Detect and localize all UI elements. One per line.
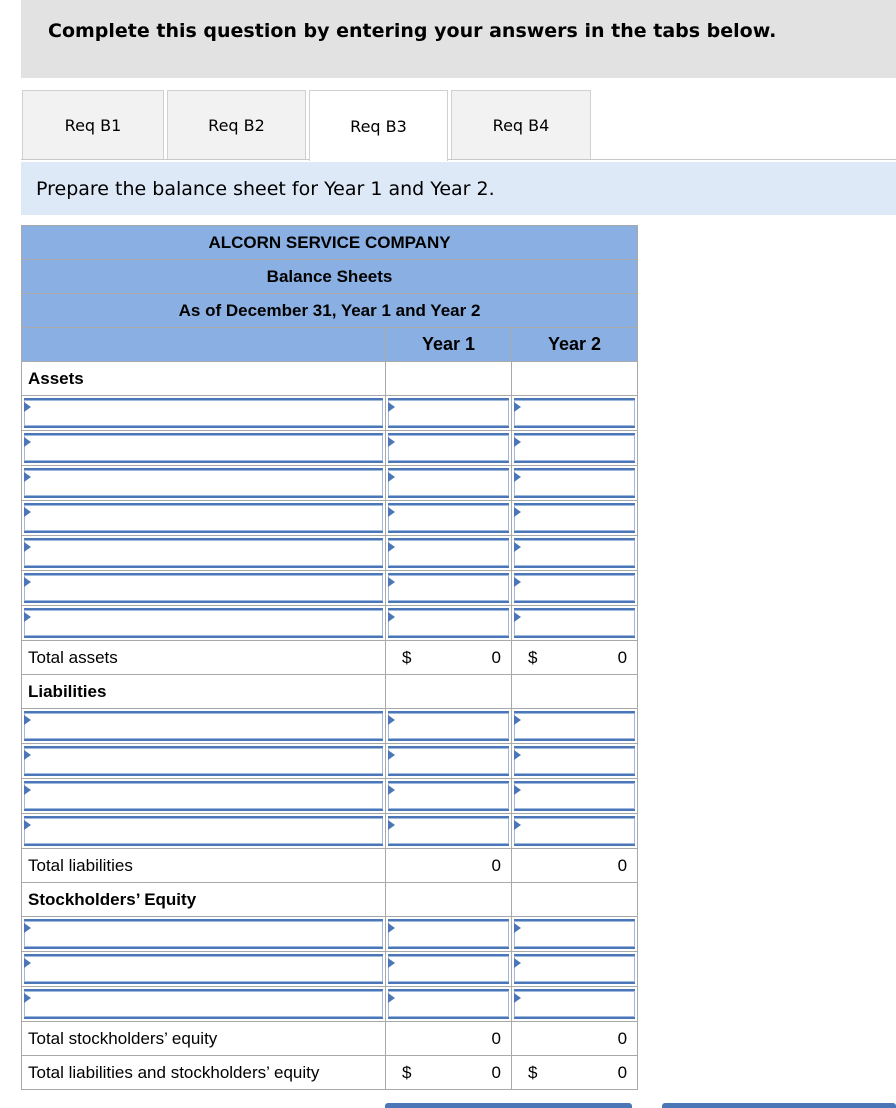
- equity-row: [22, 952, 638, 987]
- equity-name-input[interactable]: [22, 952, 386, 987]
- dropdown-arrow-icon: [514, 577, 521, 587]
- equity-heading: Stockholders’ Equity: [22, 883, 386, 917]
- asset-year2-input[interactable]: [512, 396, 638, 431]
- col-year2-header: Year 2: [512, 328, 638, 362]
- total-assets-year2: [512, 641, 638, 675]
- liability-year1-input[interactable]: [386, 814, 512, 849]
- asset-name-input[interactable]: [22, 501, 386, 536]
- total-le-year1-value: 0: [491, 1063, 501, 1082]
- asset-row: [22, 431, 638, 466]
- company-name: ALCORN SERVICE COMPANY: [22, 226, 638, 260]
- asset-row: [22, 536, 638, 571]
- total-liabilities-year2-value: 0: [617, 856, 628, 875]
- dropdown-arrow-icon[interactable]: [24, 612, 31, 622]
- liability-name-input[interactable]: [22, 709, 386, 744]
- dropdown-arrow-icon[interactable]: [24, 958, 31, 968]
- total-equity-year1-value: 0: [491, 1029, 501, 1048]
- total-liabilities-year2: [512, 849, 638, 883]
- next-button[interactable]: [662, 1103, 896, 1108]
- liability-row: [22, 744, 638, 779]
- col-year1-header: Year 1: [386, 328, 512, 362]
- asset-year2-input[interactable]: [512, 501, 638, 536]
- equity-name-input[interactable]: [22, 987, 386, 1022]
- asset-row: [22, 396, 638, 431]
- dropdown-arrow-icon: [388, 577, 395, 587]
- tab-req-b4[interactable]: Req B4: [451, 90, 591, 159]
- liability-year2-input[interactable]: [512, 814, 638, 849]
- liability-row: [22, 779, 638, 814]
- total-liabilities-year1: [386, 849, 512, 883]
- instruction-text: Prepare the balance sheet for Year 1 and Year 2.: [21, 162, 896, 215]
- liability-year2-input[interactable]: [512, 744, 638, 779]
- dropdown-arrow-icon[interactable]: [24, 750, 31, 760]
- liability-year1-input[interactable]: [386, 709, 512, 744]
- tab-divider: [21, 159, 896, 160]
- dropdown-arrow-icon: [514, 750, 521, 760]
- currency-symbol: $: [528, 1063, 538, 1082]
- liability-name-input[interactable]: [22, 744, 386, 779]
- currency-symbol: $: [528, 648, 538, 667]
- dropdown-arrow-icon: [514, 507, 521, 517]
- dropdown-arrow-icon: [514, 437, 521, 447]
- dropdown-arrow-icon: [388, 715, 395, 725]
- dropdown-arrow-icon[interactable]: [24, 993, 31, 1003]
- asset-name-input[interactable]: [22, 606, 386, 641]
- equity-year2-input[interactable]: [512, 917, 638, 952]
- dropdown-arrow-icon[interactable]: [24, 715, 31, 725]
- asset-year1-input[interactable]: [386, 466, 512, 501]
- dropdown-arrow-icon: [514, 958, 521, 968]
- dropdown-arrow-icon[interactable]: [24, 472, 31, 482]
- asset-year1-input[interactable]: [386, 501, 512, 536]
- dropdown-arrow-icon: [514, 542, 521, 552]
- dropdown-arrow-icon[interactable]: [24, 577, 31, 587]
- header-blank: [22, 328, 386, 362]
- total-le-year2: [512, 1056, 638, 1090]
- currency-symbol: $: [402, 648, 412, 667]
- instruction-banner: [21, 0, 896, 78]
- asset-name-input[interactable]: [22, 396, 386, 431]
- dropdown-arrow-icon: [388, 820, 395, 830]
- total-le-label: Total liabilities and stockholders’ equity: [22, 1056, 386, 1090]
- asset-year1-input[interactable]: [386, 571, 512, 606]
- statement-date: As of December 31, Year 1 and Year 2: [22, 294, 638, 328]
- dropdown-arrow-icon: [388, 993, 395, 1003]
- dropdown-arrow-icon: [514, 715, 521, 725]
- total-assets-year2-value: 0: [617, 648, 628, 667]
- dropdown-arrow-icon: [388, 542, 395, 552]
- equity-year2-input[interactable]: [512, 987, 638, 1022]
- asset-row: [22, 501, 638, 536]
- total-le-year1: [386, 1056, 512, 1090]
- dropdown-arrow-icon: [514, 402, 521, 412]
- asset-name-input[interactable]: [22, 431, 386, 466]
- asset-row: [22, 466, 638, 501]
- tab-req-b1[interactable]: Req B1: [22, 90, 164, 159]
- asset-year1-input[interactable]: [386, 606, 512, 641]
- total-equity-year2: [512, 1022, 638, 1056]
- liability-row: [22, 709, 638, 744]
- dropdown-arrow-icon[interactable]: [24, 402, 31, 412]
- dropdown-arrow-icon: [514, 923, 521, 933]
- dropdown-arrow-icon: [388, 785, 395, 795]
- asset-row: [22, 606, 638, 641]
- asset-year2-input[interactable]: [512, 536, 638, 571]
- equity-year1-input[interactable]: [386, 952, 512, 987]
- asset-year1-input[interactable]: [386, 396, 512, 431]
- dropdown-arrow-icon: [514, 820, 521, 830]
- tab-req-b3[interactable]: Req B3: [309, 90, 448, 161]
- asset-year2-input[interactable]: [512, 606, 638, 641]
- asset-year2-input[interactable]: [512, 466, 638, 501]
- equity-row: [22, 987, 638, 1022]
- dropdown-arrow-icon[interactable]: [24, 542, 31, 552]
- asset-year1-input[interactable]: [386, 536, 512, 571]
- balance-sheet-table: [21, 225, 638, 1090]
- asset-name-input[interactable]: [22, 571, 386, 606]
- assets-heading: Assets: [22, 362, 386, 396]
- dropdown-arrow-icon[interactable]: [24, 507, 31, 517]
- total-assets-year1: [386, 641, 512, 675]
- dropdown-arrow-icon[interactable]: [24, 785, 31, 795]
- asset-year2-input[interactable]: [512, 571, 638, 606]
- asset-year1-input[interactable]: [386, 431, 512, 466]
- equity-year2-input[interactable]: [512, 952, 638, 987]
- equity-name-input[interactable]: [22, 917, 386, 952]
- total-equity-label: Total stockholders’ equity: [22, 1022, 386, 1056]
- liability-year2-input[interactable]: [512, 709, 638, 744]
- asset-name-input[interactable]: [22, 466, 386, 501]
- equity-year1-input[interactable]: [386, 917, 512, 952]
- total-assets-year1-value: 0: [491, 648, 501, 667]
- dropdown-arrow-icon: [388, 437, 395, 447]
- dropdown-arrow-icon: [388, 750, 395, 760]
- total-liabilities-year1-value: 0: [491, 856, 501, 875]
- total-assets-label: Total assets: [22, 641, 386, 675]
- currency-symbol: $: [402, 1063, 412, 1082]
- dropdown-arrow-icon[interactable]: [24, 437, 31, 447]
- equity-year1-input[interactable]: [386, 987, 512, 1022]
- tab-req-b2[interactable]: Req B2: [167, 90, 306, 159]
- dropdown-arrow-icon[interactable]: [24, 923, 31, 933]
- liability-row: [22, 814, 638, 849]
- dropdown-arrow-icon: [514, 472, 521, 482]
- banner-text: Complete this question by entering your answers in the tabs below.: [48, 20, 777, 42]
- dropdown-arrow-icon: [388, 507, 395, 517]
- liabilities-heading: Liabilities: [22, 675, 386, 709]
- dropdown-arrow-icon: [388, 612, 395, 622]
- liability-year1-input[interactable]: [386, 744, 512, 779]
- dropdown-arrow-icon: [388, 472, 395, 482]
- previous-button[interactable]: [385, 1103, 632, 1108]
- liability-year2-input[interactable]: [512, 779, 638, 814]
- dropdown-arrow-icon: [514, 993, 521, 1003]
- asset-year2-input[interactable]: [512, 431, 638, 466]
- dropdown-arrow-icon: [388, 923, 395, 933]
- total-equity-year1: [386, 1022, 512, 1056]
- dropdown-arrow-icon: [514, 785, 521, 795]
- dropdown-arrow-icon: [514, 612, 521, 622]
- dropdown-arrow-icon: [388, 402, 395, 412]
- total-liabilities-label: Total liabilities: [22, 849, 386, 883]
- total-equity-year2-value: 0: [617, 1029, 628, 1048]
- liability-name-input[interactable]: [22, 779, 386, 814]
- liability-year1-input[interactable]: [386, 779, 512, 814]
- liability-name-input[interactable]: [22, 814, 386, 849]
- equity-row: [22, 917, 638, 952]
- statement-title: Balance Sheets: [22, 260, 638, 294]
- dropdown-arrow-icon: [388, 958, 395, 968]
- dropdown-arrow-icon[interactable]: [24, 820, 31, 830]
- total-le-year2-value: 0: [617, 1063, 628, 1082]
- asset-name-input[interactable]: [22, 536, 386, 571]
- asset-row: [22, 571, 638, 606]
